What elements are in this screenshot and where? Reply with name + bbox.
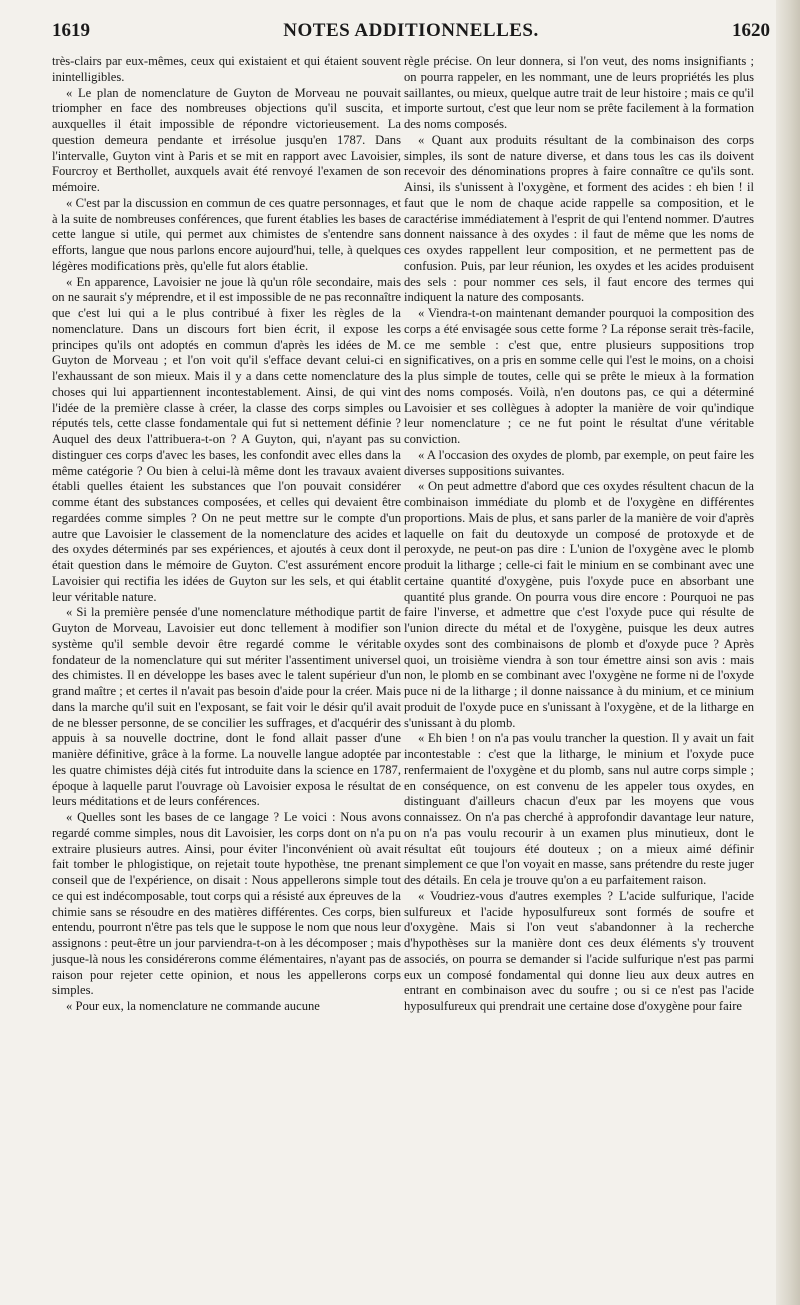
paragraph: « Eh bien ! on n'a pas voulu trancher la question. Il y avait un fait incontestable : c'est que la litharge, le minium et l'oxyde puce renfermaient de l'oxygène et du plomb, sans nul autre corps simple ; en conséquence, on est convenu de les appeler tous oxydes, en distinguant d'ailleurs chacun d'eux par les moyens que vous connaissez. On n'a pas cherché à approfondir davantage leur nature, on n'a pas voulu recourir à un examen plus minutieux, dont le résultat eût toujours été douteux ; on a mieux aimé définir simplement ce que l'on voyait en masse, sans prétendre du reste juger des détails. En cela je trouve qu'on a eu parfaitement raison. [404,731,754,887]
paragraph: « On peut admettre d'abord que ces oxydes résultent chacun de la combinaison immédiate du plomb et de l'oxygène en différentes proportions. Mais de plus, et sans parler de la manière de voir d'après laquelle on fait du deutoxyde un composé de protoxyde et de peroxyde, ne peut-on pas dire : L'union de l'oxygène avec le plomb produit la litharge ; celle-ci fait le minium en se combinant avec une certaine quantité d'oxygène, puis l'oxyde puce en absorbant une quantité plus grande. On pourra vous dire encore : Pourquoi ne pas faire l'inverse, et admettre que c'est l'oxyde puce qui résulte de l'union directe du métal et de l'oxygène, puisque les deux autres oxydes sont des combinaisons de plomb et d'oxyde puce ? Après quoi, un troisième viendra à son tour émettre ainsi son avis : mais non, le plomb en se combinant avec l'oxygène ne forme ni de l'oxyde puce ni de la litharge ; il donne naissance à du minium, et ce minium produit de l'oxyde puce en s'unissant à l'oxygène, et de la litharge en s'unissant à du plomb. [404,479,754,730]
page-edge [776,0,800,1305]
paragraph: très-clairs par eux-mêmes, ceux qui existaient et qui étaient souvent inintelligibles. [52,54,401,84]
paragraph: « Le plan de nomenclature de Guyton de Morveau ne pouvait triompher en face des nombreuses objections qu'il suscita, et auxquelles il était impossible de répondre victorieusement. La question demeura pendante et irrésolue jusqu'en 1787. Dans l'intervalle, Guyton vint à Paris et se mit en rapport avec Lavoisier, Fourcroy et Berthollet, auxquels avait été renvoyé l'examen de son mémoire. [52,85,401,194]
paragraph: « C'est par la discussion en commun de ces quatre personnages, et à la suite de nombreuses conférences, que furent établies les bases de cette langue si utile, qui permet aux chimistes de s'entendre sans efforts, langue que nous parlons encore aujourd'hui, telle, à quelques légères modifications près, qu'elle fut alors établie. [52,195,401,273]
running-header [52,20,770,44]
paragraph: « En apparence, Lavoisier ne joue là qu'un rôle secondaire, mais on ne saurait s'y méprendre, et il est impossible de ne pas reconnaître que c'est lui qui a le plus contribué à fixer les règles de la nomenclature. Dans un discours fort bien écrit, il expose les principes qu'ils ont adoptés en commun d'après les idées de M. Guyton de Morveau ; et l'on voit qu'il s'efface devant celui-ci en l'exhaussant de son mieux. Mais il y a dans cette nomenclature des choses qui lui appartiennent incontestablement. Ainsi, de qui vint l'idée de la première classe à créer, la classe des corps simples ou réputés tels, cette classe fondamentale qui fut si nettement définie ? Auquel des deux l'attribuera-t-on ? A Guyton, qui, n'ayant pas su distinguer ces corps d'avec les bases, les confondit avec elles dans la même catégorie ? Ou bien à celui-là même dont les travaux avaient établi quelles étaient les substances que l'on pouvait considérer comme étant des substances composées, et celles qui devaient être regardées comme simples ? On ne peut mettre sur le compte d'un autre que Lavoisier le classement de la nomenclature des acides et des oxydes déterminés par ses expériences, et ajoutés à ceux dont il était question dans le mémoire de Guyton. C'est assurément encore Lavoisier qui rectifia les idées de Guyton sur les sels, et qui établit leur véritable nature. [52,274,401,604]
left-page-number: 1619 [52,20,90,41]
right-page-number: 1620 [732,20,770,41]
paragraph: « Viendra-t-on maintenant demander pourquoi la composition des corps a été envisagée sous cette forme ? La réponse serait très-facile, ce me semble : c'est que, entre plusieurs suppositions trop significatives, on a pris en somme celle qui l'est le moins, on a choisi la plus simple de toutes, celle qui se prête le mieux à la formation des noms composés. Voilà, n'en doutons pas, ce qui a déterminé Lavoisier et ses collègues à adopter la manière de voir qu'indique leur nomenclature ; ce ne fut point le résultat d'une véritable conviction. [404,306,754,446]
paragraph: « Quant aux produits résultant de la combinaison des corps simples, ils sont de nature diverse, et dans tous les cas ils doivent recevoir des dénominations propres à faire connaître ce qu'ils sont. Ainsi, ils s'unissent à l'oxygène, et forment des acides : eh bien ! il faut que le nom de chaque acide rappelle sa composition, et le caractérise immédiatement à l'esprit de qui l'entend nommer. D'autres donnent naissance à des oxydes : il faut de même que les noms de ces oxydes rappellent leur composition, et ne permettent pas de confusion. Puis, par leur réunion, les oxydes et les acides produisent des sels : pour nommer ces sels, il faut encore des termes qui indiquent la nature des composants. [404,132,754,305]
paragraph: règle précise. On leur donnera, si l'on veut, des noms insignifiants ; on pourra rappeler, en les nommant, une de leurs propriétés les plus saillantes, ou mieux, quelque autre trait de leur histoire ; mais ce qu'il importe surtout, c'est que leur nom se prête facilement à la formation des noms composés. [404,54,754,131]
left-column [52,54,401,1015]
paragraph: « A l'occasion des oxydes de plomb, par exemple, on peut faire les diverses suppositions suivantes. [404,447,754,478]
paragraph: « Si la première pensée d'une nomenclature méthodique partit de Guyton de Morveau, Lavoisier eut donc tellement à modifier son système qu'il semble devoir être regardé comme le véritable fondateur de la nomenclature qui sut mériter l'assentiment universel des chimistes. Il en développe les bases avec le talent supérieur d'un grand maître ; et certes il n'avait pas besoin d'aide pour la créer. Mais dans la marche qu'il suit en l'exposant, se fait voir le désir qu'il avait de ne blesser personne, de se concilier les suffrages, et d'acquérir des appuis à sa nouvelle doctrine, dont le fond allait passer d'une manière définitive, grâce à la forme. La nouvelle langue adoptée par les quatre chimistes déjà cités fut introduite dans la science en 1787, époque à laquelle parut l'ouvrage où Lavoisier exposa le résultat de leurs méditations et de leurs conférences. [52,605,401,809]
paragraph: « Quelles sont les bases de ce langage ? Le voici : Nous avons regardé comme simples, nous dit Lavoisier, les corps dont on n'a pu extraire plusieurs autres. Ainsi, pour éviter l'inconvénient où avait fait tomber le phlogistique, on rejetait toute hypothèse, tne prenant conseil que de l'expérience, on disait : Nous appellerons simple tout ce qui est indécomposable, tout corps qui a résisté aux épreuves de la chimie sans se résoudre en des matières différentes. Ces corps, bien entendu, pourront n'être pas tels que le suppose le nom que nous leur assignons : peut-être un jour parviendra-t-on à les décomposer ; mais jusque-là nous les considérerons comme élémentaires, n'ayant pas de raison pour rejeter cette opinion, et nous les appellerons corps simples. [52,810,401,998]
paragraph: « Pour eux, la nomenclature ne commande aucune [66,999,320,1013]
section-title: NOTES ADDITIONNELLES. [283,20,539,41]
paragraph: « Voudriez-vous d'autres exemples ? L'acide sulfurique, l'acide sulfureux et l'acide hyposulfureux sont formés de soufre et d'oxygène. Mais si l'on veut s'abandonner à la recherche d'hypothèses sur la manière dont ces deux éléments s'y trouvent associés, on pourra se demander si l'acide sulfurique n'est pas parmi eux un composé fondamental qui donne lieu aux deux autres en entrant en combinaison avec du soufre ; ou si ce n'est pas l'acide hyposulfureux qui prendrait une certaine dose d'oxygène pour faire [404,888,754,1013]
right-column [404,54,754,1015]
